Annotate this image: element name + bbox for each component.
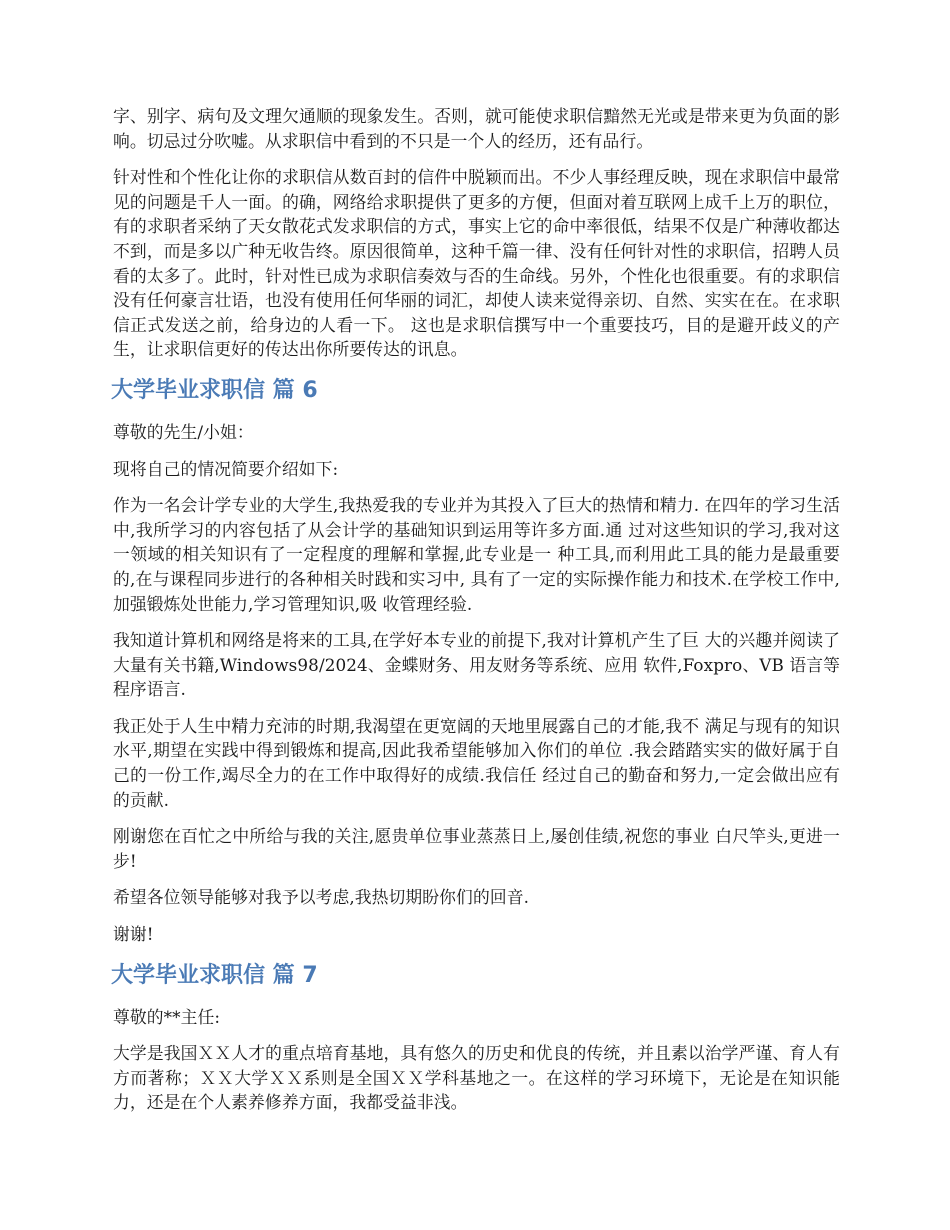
letter6-greeting: 尊敬的先生/小姐： (113, 421, 254, 442)
section-heading-6: 大学毕业求职信 篇 6 (111, 377, 318, 403)
letter6-closing: 谢谢! (113, 924, 154, 945)
paragraph-personalization: 针对性和个性化让你的求职信从数百封的信件中脱颖而出。不少人事经理反映，现在求职信中最常见的问题是千人一面。的确，网络给求职提供了更多的方便，但面对着互联网上成千上万的职位，有的求职者采纳了天女散花式发求职信的方式，事实上它的命中率很低，结果不仅是广种薄收都达不到，而是多以广种无收告终。原因很简单，这种千篇一律、没有任何针对性的求职信，招聘人员看的太多了。此时，针对性已成为求职信奏效与否的生命线。另外，个性化也很重要。有的求职信没有任何豪言壮语，也没有使用任何华丽的词汇，却使人读来觉得亲切、自然、实实在在。在求职信正式发送之前，给身边的人看一下。 这也是求职信撰写中一个重要技巧，目的是避开歧义的产生，让求职信更好的传达出你所要传达的讯息。 (113, 167, 840, 360)
document-page (113, 104, 840, 1127)
section-heading-7: 大学毕业求职信 篇 7 (111, 962, 318, 988)
letter6-intro: 现将自己的情况简要介绍如下: (113, 458, 339, 479)
letter6-paragraph-computer: 我知道计算机和网络是将来的工具,在学好本专业的前提下,我对计算机产生了巨 大的兴趣并阅读了大量有关书籍,Windows98/2024、金蝶财务、用友财务等系统、应用 软件,Foxpro、VB 语言等程序语言. (113, 630, 840, 700)
letter6-paragraph-hope: 希望各位领导能够对我予以考虑,我热切期盼你们的回音. (113, 887, 530, 908)
letter6-paragraph-ambition: 我正处于人生中精力充沛的时期,我渴望在更宽阔的天地里展露自己的才能,我不 满足与现有的知识水平,期望在实践中得到锻炼和提高,因此我希望能够加入你们的单位 .我会踏踏实实的做好属于自己的一份工作,竭尽全力的在工作中取得好的成绩.我信任 经过自己的勤奋和努力,一定会做出应有的贡献. (113, 715, 840, 810)
letter6-paragraph-thanks: 刚谢您在百忙之中所给与我的关注,愿贵单位事业蒸蒸日上,屡创佳绩,祝您的事业 白尺竿头,更进一步! (113, 826, 840, 871)
letter7-greeting: 尊敬的**主任: (113, 1006, 221, 1027)
letter7-paragraph-university: 大学是我国ＸＸ人才的重点培育基地，具有悠久的历史和优良的传统，并且素以治学严谨、育人有方而著称；ＸＸ大学ＸＸ系则是全国ＸＸ学科基地之一。在这样的学习环境下，无论是在知识能力，还是在个人素养修养方面，我都受益非浅。 (113, 1043, 840, 1113)
letter6-paragraph-major: 作为一名会计学专业的大学生,我热爱我的专业并为其投入了巨大的热情和精力. 在四年的学习生活中,我所学习的内容包括了从会计学的基础知识到运用等许多方面.通 过对这些知识的学习,我对这一领域的相关知识有了一定程度的理解和掌握,此专业是一 种工具,而利用此工具的能力是最重要的,在与课程同步进行的各种相关时践和实习中, 具有了一定的实际操作能力和技术.在学校工作中,加强锻炼处世能力,学习管理知识,吸 收管理经验. (113, 495, 840, 614)
paragraph-proofreading: 字、别字、病句及文理欠通顺的现象发生。否则，就可能使求职信黯然无光或是带来更为负面的影响。切忌过分吹嘘。从求职信中看到的不只是一个人的经历，还有品行。 (113, 106, 840, 151)
